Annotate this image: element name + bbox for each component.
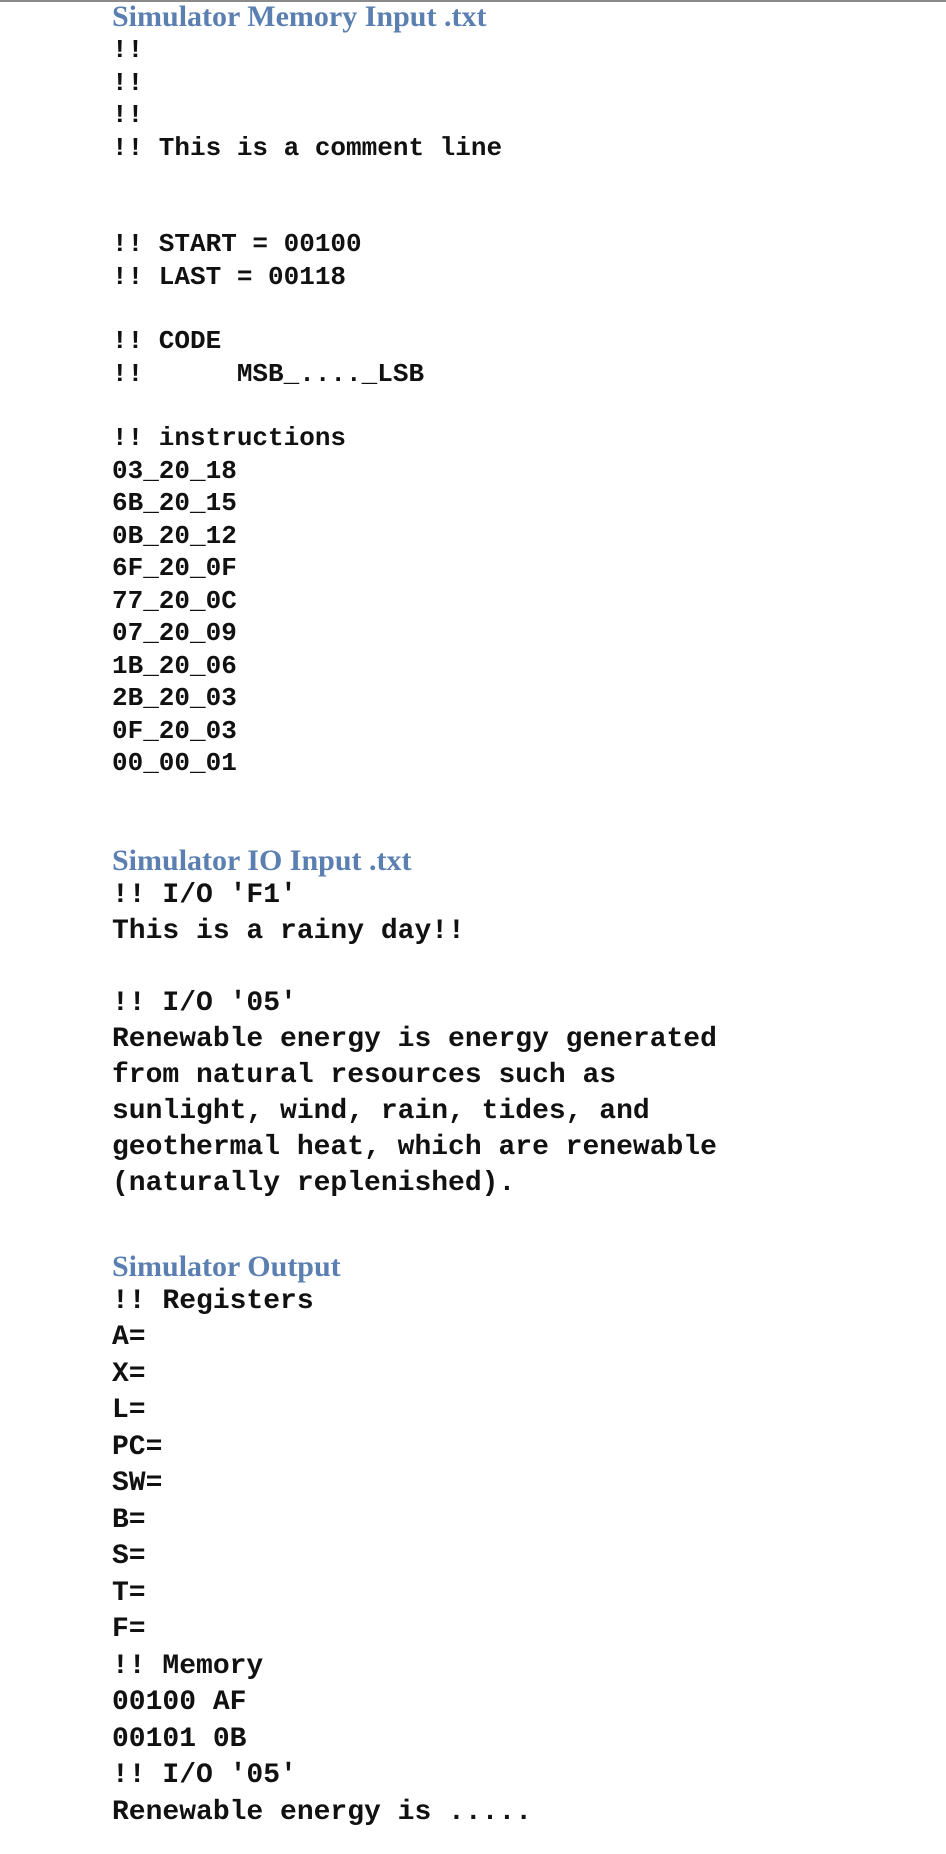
io-05-text-line: geothermal heat, which are renewable (112, 1131, 717, 1163)
code-line: !! CODE (112, 326, 222, 356)
msb-lsb-line: !! MSB_...._LSB (112, 358, 425, 389)
bang-line: !! (112, 67, 144, 98)
instruction-line: 6F_20_0F (112, 553, 237, 583)
output-heading: Simulator Output (112, 1249, 341, 1283)
start-line: !! START = 00100 (112, 229, 362, 259)
output-io-text: Renewable energy is ..... (112, 1796, 533, 1828)
instruction-line: 1B_20_06 (112, 650, 237, 681)
memory-input-heading: Simulator Memory Input .txt (112, 0, 487, 33)
io-input-heading: Simulator IO Input .txt (112, 843, 412, 877)
io-05-text-line: (naturally replenished). (112, 1167, 516, 1199)
instruction-line: 6B_20_15 (112, 488, 237, 518)
memory-label: !! Memory (112, 1650, 264, 1682)
io-input-section (112, 844, 932, 1202)
memory-input-section (112, 0, 932, 780)
instruction-line: 07_20_09 (112, 618, 237, 648)
instruction-line: 03_20_18 (112, 455, 237, 486)
memory-line: 00100 AF (112, 1687, 247, 1718)
register-line: L= (112, 1395, 146, 1426)
instruction-line: 0B_20_12 (112, 520, 237, 551)
io-05-text-line: from natural resources such as (112, 1059, 617, 1091)
bang-line: !! (112, 100, 144, 130)
io-f1-label: !! I/O 'F1' (112, 879, 297, 911)
io-05-text-line: sunlight, wind, rain, tides, and (112, 1095, 650, 1127)
register-line: SW= (112, 1468, 163, 1499)
last-line: !! LAST = 00118 (112, 261, 347, 292)
register-line: B= (112, 1504, 146, 1536)
comment-line: !! This is a comment line (112, 132, 503, 163)
register-line: T= (112, 1577, 146, 1609)
bang-line: !! (112, 35, 144, 65)
instruction-line: 0F_20_03 (112, 715, 237, 746)
instructions-label: !! instructions (112, 423, 347, 453)
document-page (112, 0, 932, 1831)
register-line: F= (112, 1614, 146, 1645)
output-section (112, 1250, 932, 1832)
register-line: S= (112, 1541, 146, 1572)
instruction-line: 2B_20_03 (112, 683, 237, 713)
output-io-label: !! I/O '05' (112, 1760, 297, 1791)
instruction-line: 77_20_0C (112, 585, 237, 616)
io-05-text-line: Renewable energy is energy generated (112, 1023, 717, 1055)
io-f1-text: This is a rainy day!! (112, 915, 465, 947)
register-line: PC= (112, 1431, 163, 1463)
memory-line: 00101 0B (112, 1723, 247, 1755)
instruction-line: 00_00_01 (112, 748, 237, 778)
register-line: A= (112, 1322, 146, 1353)
register-line: X= (112, 1358, 146, 1390)
io-05-label: !! I/O '05' (112, 987, 297, 1019)
registers-label: !! Registers (112, 1285, 314, 1317)
